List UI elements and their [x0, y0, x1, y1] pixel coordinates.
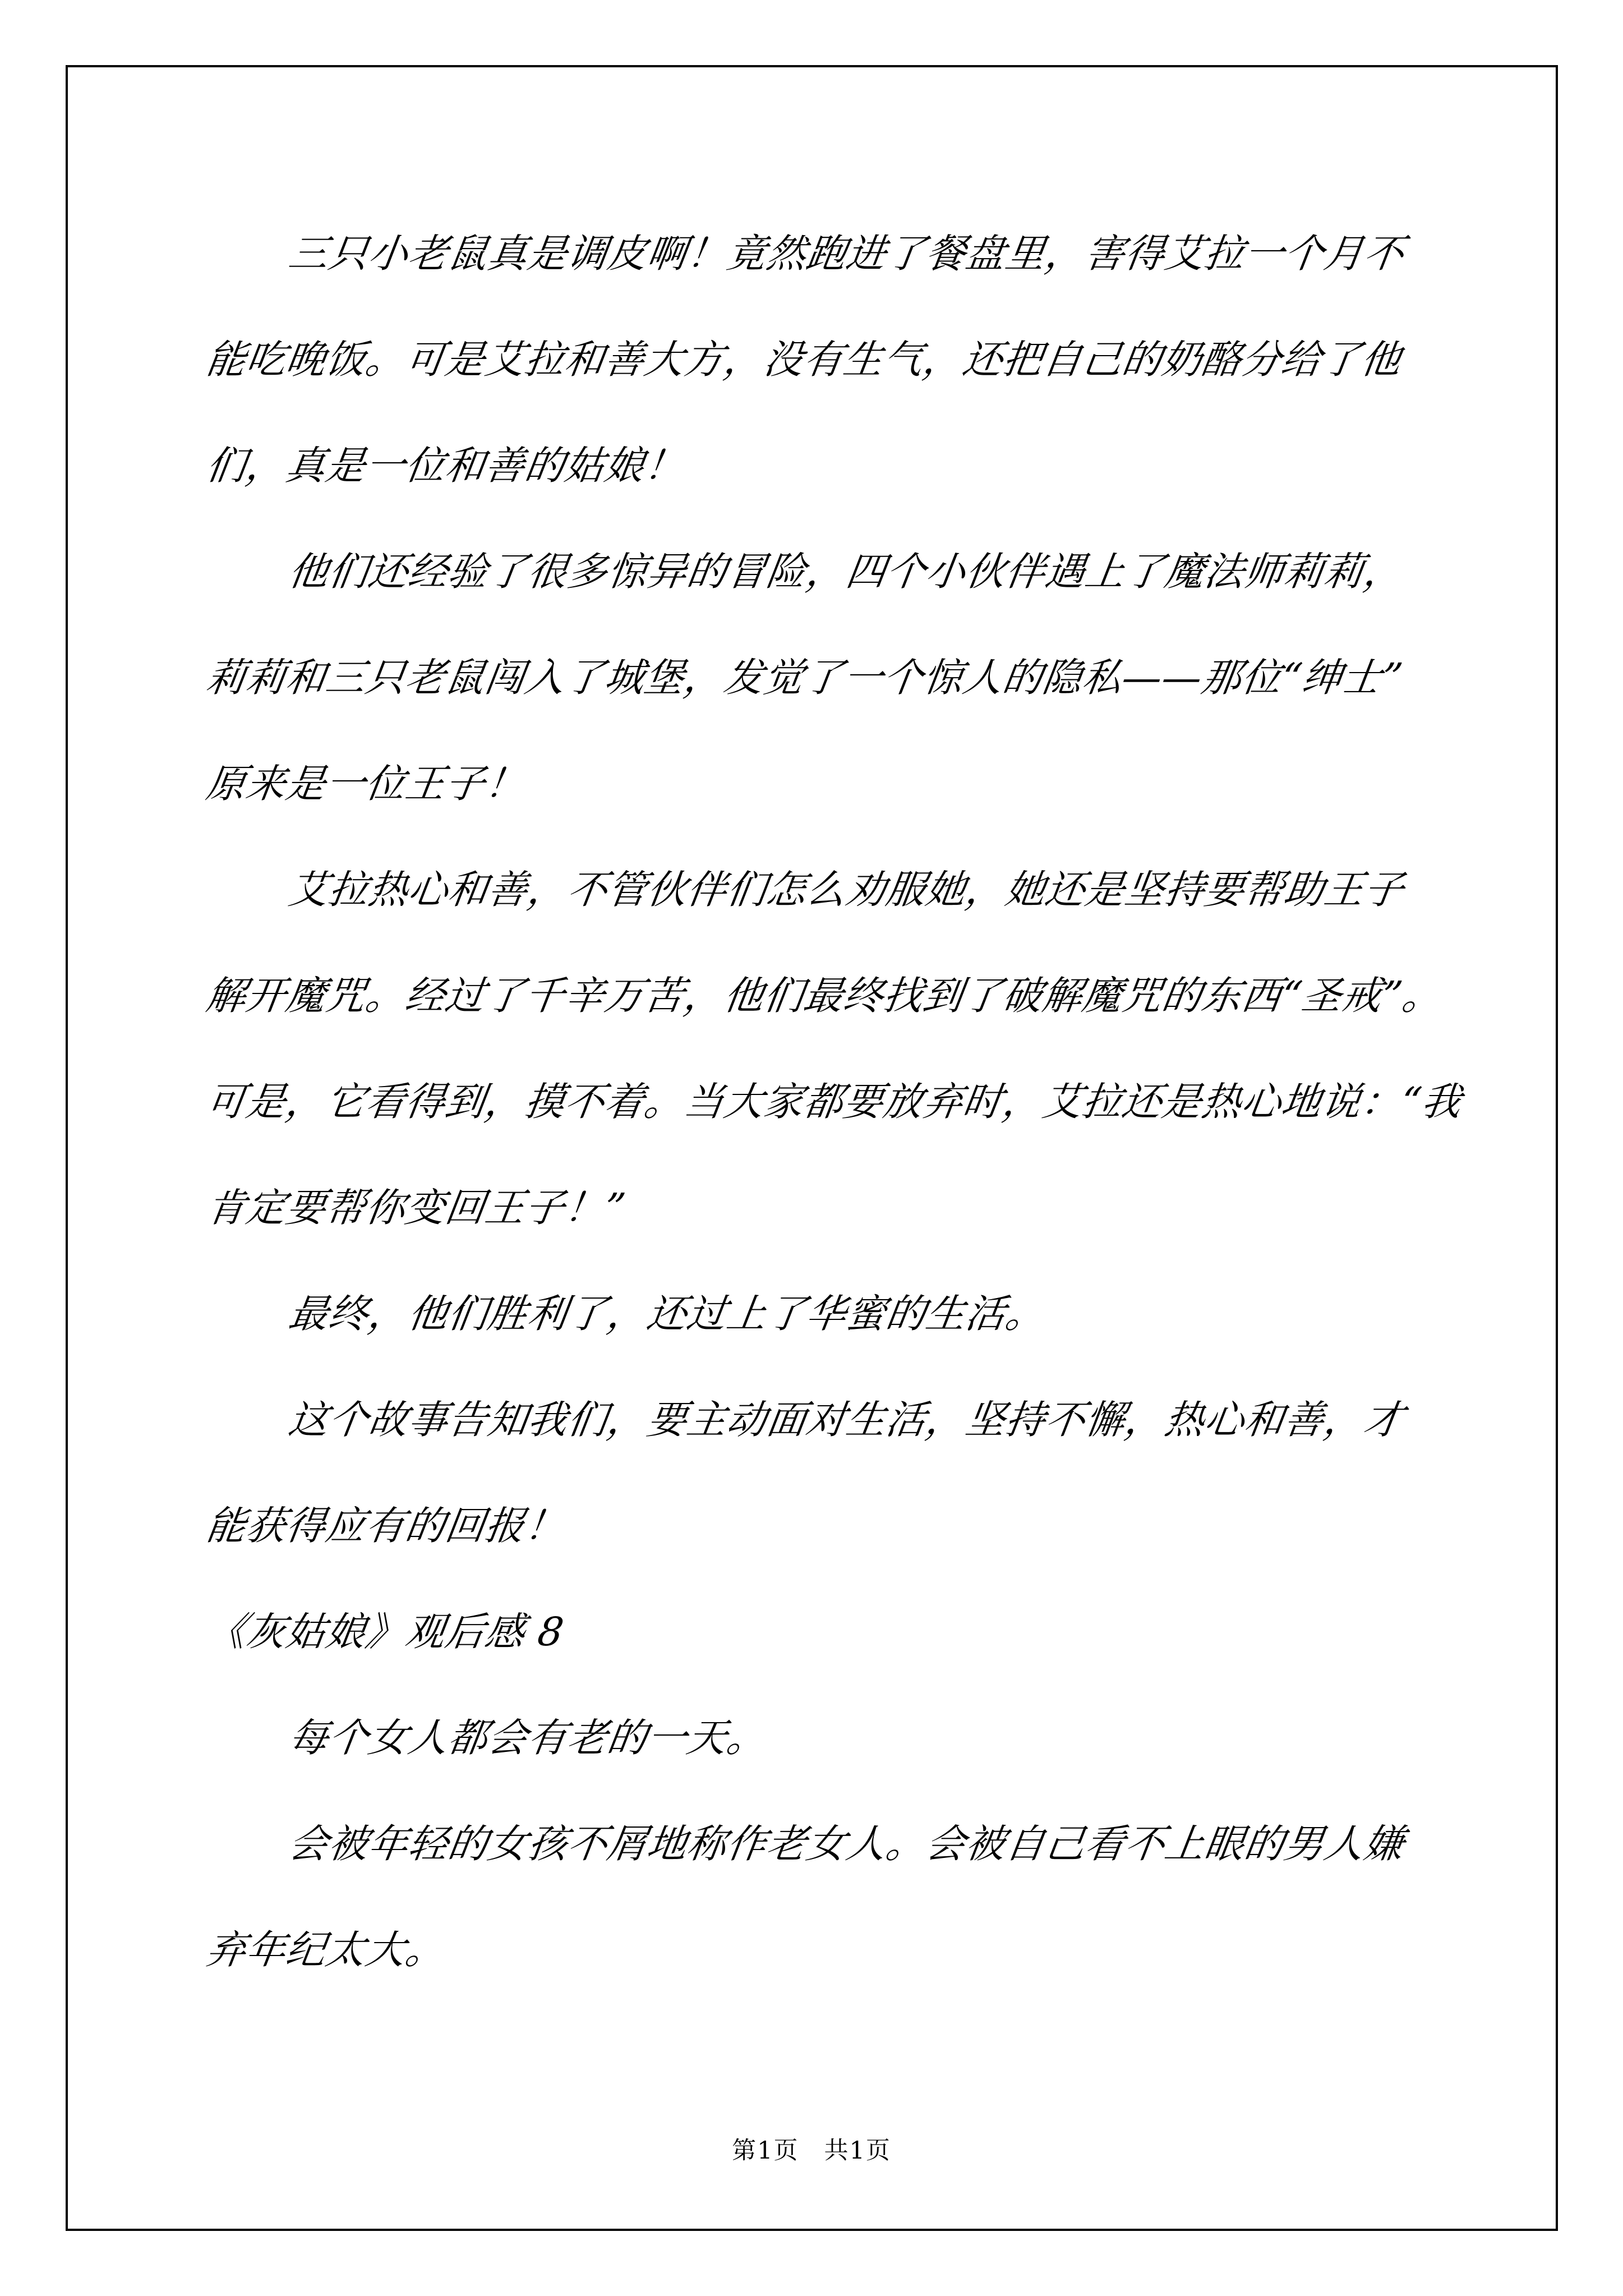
text-line: 每个女人都会有老的一天。: [285, 1715, 771, 1761]
text-line: 肯定要帮你变回王子！”: [203, 1185, 629, 1231]
text-line: 能吃晚饭。可是艾拉和善大方，没有生气，还把自己的奶酪分给了他: [203, 337, 1405, 383]
text-line: 解开魔咒。经过了千辛万苦，他们最终找到了破解魔咒的东西“圣戒”。: [203, 973, 1446, 1019]
text-line: 这个故事告知我们，要主动面对生活，坚持不懈，热心和善，才: [285, 1397, 1408, 1443]
text-line: 会被年轻的女孩不屑地称作老女人。会被自己看不上眼的男人嫌: [285, 1821, 1408, 1867]
text-line: 弃年纪太大。: [203, 1927, 449, 1973]
page-number-footer: 第1页 共1页: [732, 2137, 891, 2165]
text-line: 原来是一位王子！: [203, 761, 529, 807]
text-line: 艾拉热心和善，不管伙伴们怎么劝服她，她还是坚持要帮助王子: [285, 867, 1408, 913]
text-line: 莉莉和三只老鼠闯入了城堡，发觉了一个惊人的隐私——那位“绅士”: [203, 655, 1406, 701]
section-title-line: 《灰姑娘》观后感 8: [203, 1609, 567, 1655]
document-body: [199, 201, 1467, 2003]
text-line: 可是，它看得到，摸不着。当大家都要放弃时，艾拉还是热心地说：“我: [203, 1079, 1465, 1125]
text-line: 三只小老鼠真是调皮啊！竟然跑进了餐盘里，害得艾拉一个月不: [285, 231, 1408, 277]
text-line: 他们还经验了很多惊异的冒险，四个小伙伴遇上了魔法师莉莉，: [285, 549, 1408, 595]
text-line: 们，真是一位和善的姑娘！: [203, 443, 688, 489]
text-line: 最终，他们胜利了，还过上了华蜜的生活。: [285, 1291, 1049, 1337]
text-line: 能获得应有的回报！: [203, 1503, 569, 1549]
